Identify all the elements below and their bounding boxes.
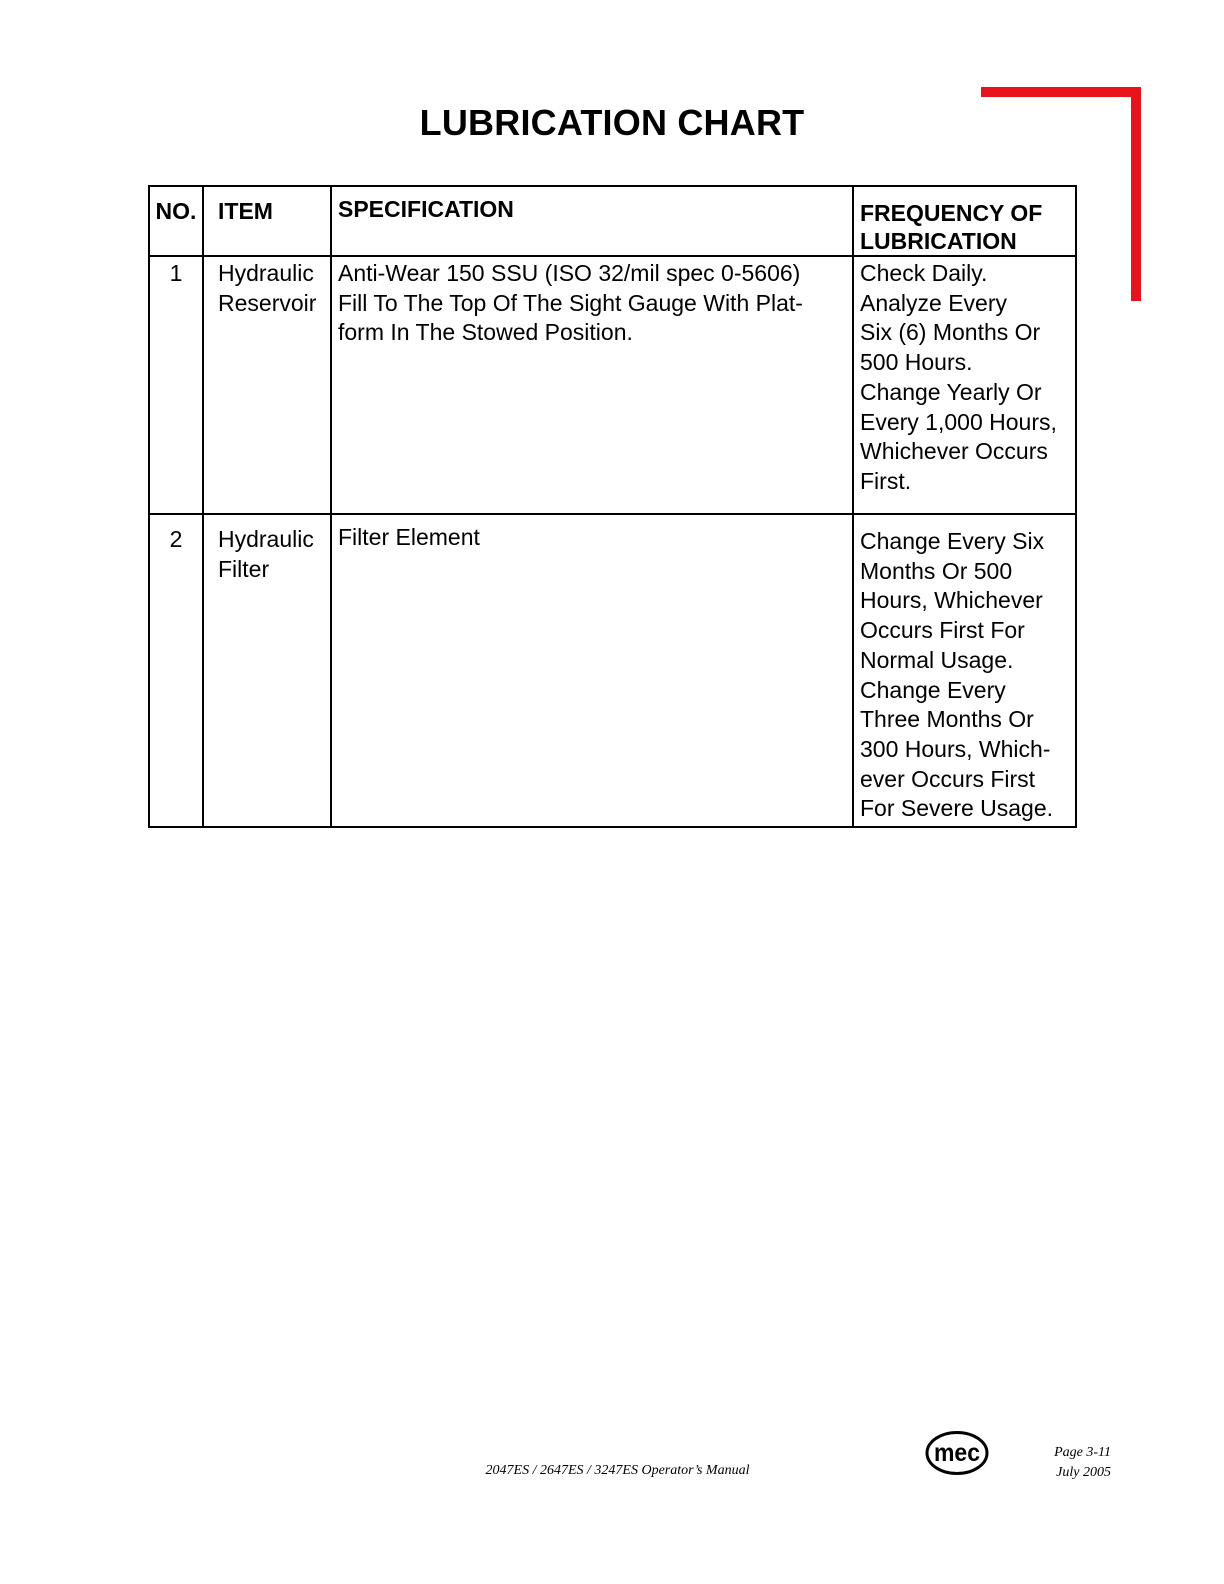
- frequency-line: Change Yearly Or: [860, 378, 1042, 405]
- spec-line: form In The Stowed Position.: [338, 319, 633, 346]
- frequency-line: ever Occurs First: [860, 765, 1036, 792]
- lubrication-table: [148, 185, 1077, 828]
- item-line: Filter: [218, 555, 270, 582]
- page-number: Page 3-11: [1054, 1445, 1111, 1460]
- footer-manual-title: 2047ES / 2647ES / 3247ES Operator’s Manual: [485, 1463, 750, 1478]
- cell-specification: [331, 514, 853, 827]
- frequency-line: Whichever Occurs: [860, 438, 1048, 465]
- frequency-line: Every 1,000 Hours,: [860, 408, 1057, 435]
- frequency-line: For Severe Usage.: [860, 795, 1054, 822]
- cell-item: [203, 514, 331, 827]
- item-line: Hydraulic: [218, 526, 314, 552]
- spec-line: Anti-Wear 150 SSU (ISO 32/mil spec 0-5606): [338, 260, 801, 286]
- frequency-line: 500 Hours.: [860, 349, 973, 376]
- frequency-line: Check Daily.: [860, 260, 988, 286]
- frequency-line: Normal Usage.: [860, 646, 1014, 673]
- mec-logo-icon: [925, 1430, 989, 1476]
- cell-frequency: [853, 514, 1076, 827]
- frequency-line: Hours, Whichever: [860, 587, 1043, 614]
- frequency-line: First.: [860, 467, 912, 494]
- table-row: [149, 256, 1076, 514]
- logo-text: mec: [934, 1439, 981, 1467]
- table-row: [149, 514, 1076, 827]
- frequency-line: Three Months Or: [860, 706, 1034, 733]
- frequency-line: Change Every Six: [860, 528, 1045, 554]
- section-tab-marker-top: [981, 87, 1141, 97]
- spec-line: Fill To The Top Of The Sight Gauge With Plat-: [338, 289, 803, 316]
- frequency-line: Months Or 500: [860, 557, 1013, 584]
- cell-no: 2: [149, 514, 203, 827]
- header-frequency-line: LUBRICATION: [860, 228, 1017, 254]
- cell-item: [203, 256, 331, 514]
- cell-frequency: [853, 256, 1076, 514]
- table-header-row: [149, 186, 1076, 256]
- frequency-line: Analyze Every: [860, 289, 1008, 316]
- header-specification: SPECIFICATION: [331, 186, 853, 256]
- cell-specification: [331, 256, 853, 514]
- header-frequency-line: FREQUENCY OF: [860, 200, 1043, 226]
- cell-no: 1: [149, 256, 203, 514]
- page-title: LUBRICATION CHART: [419, 102, 805, 143]
- item-line: Hydraulic: [218, 260, 314, 286]
- spec-line: Filter Element: [338, 524, 480, 550]
- header-frequency: [853, 186, 1076, 256]
- frequency-line: Change Every: [860, 676, 1006, 703]
- header-item: ITEM: [203, 186, 331, 256]
- header-no: NO.: [149, 186, 203, 256]
- footer-page-info: [1000, 1443, 1111, 1483]
- item-line: Reservoir: [218, 289, 317, 316]
- page-date: July 2005: [1056, 1465, 1111, 1480]
- frequency-line: 300 Hours, Which-: [860, 735, 1051, 762]
- frequency-line: Six (6) Months Or: [860, 319, 1041, 346]
- frequency-line: Occurs First For: [860, 617, 1025, 644]
